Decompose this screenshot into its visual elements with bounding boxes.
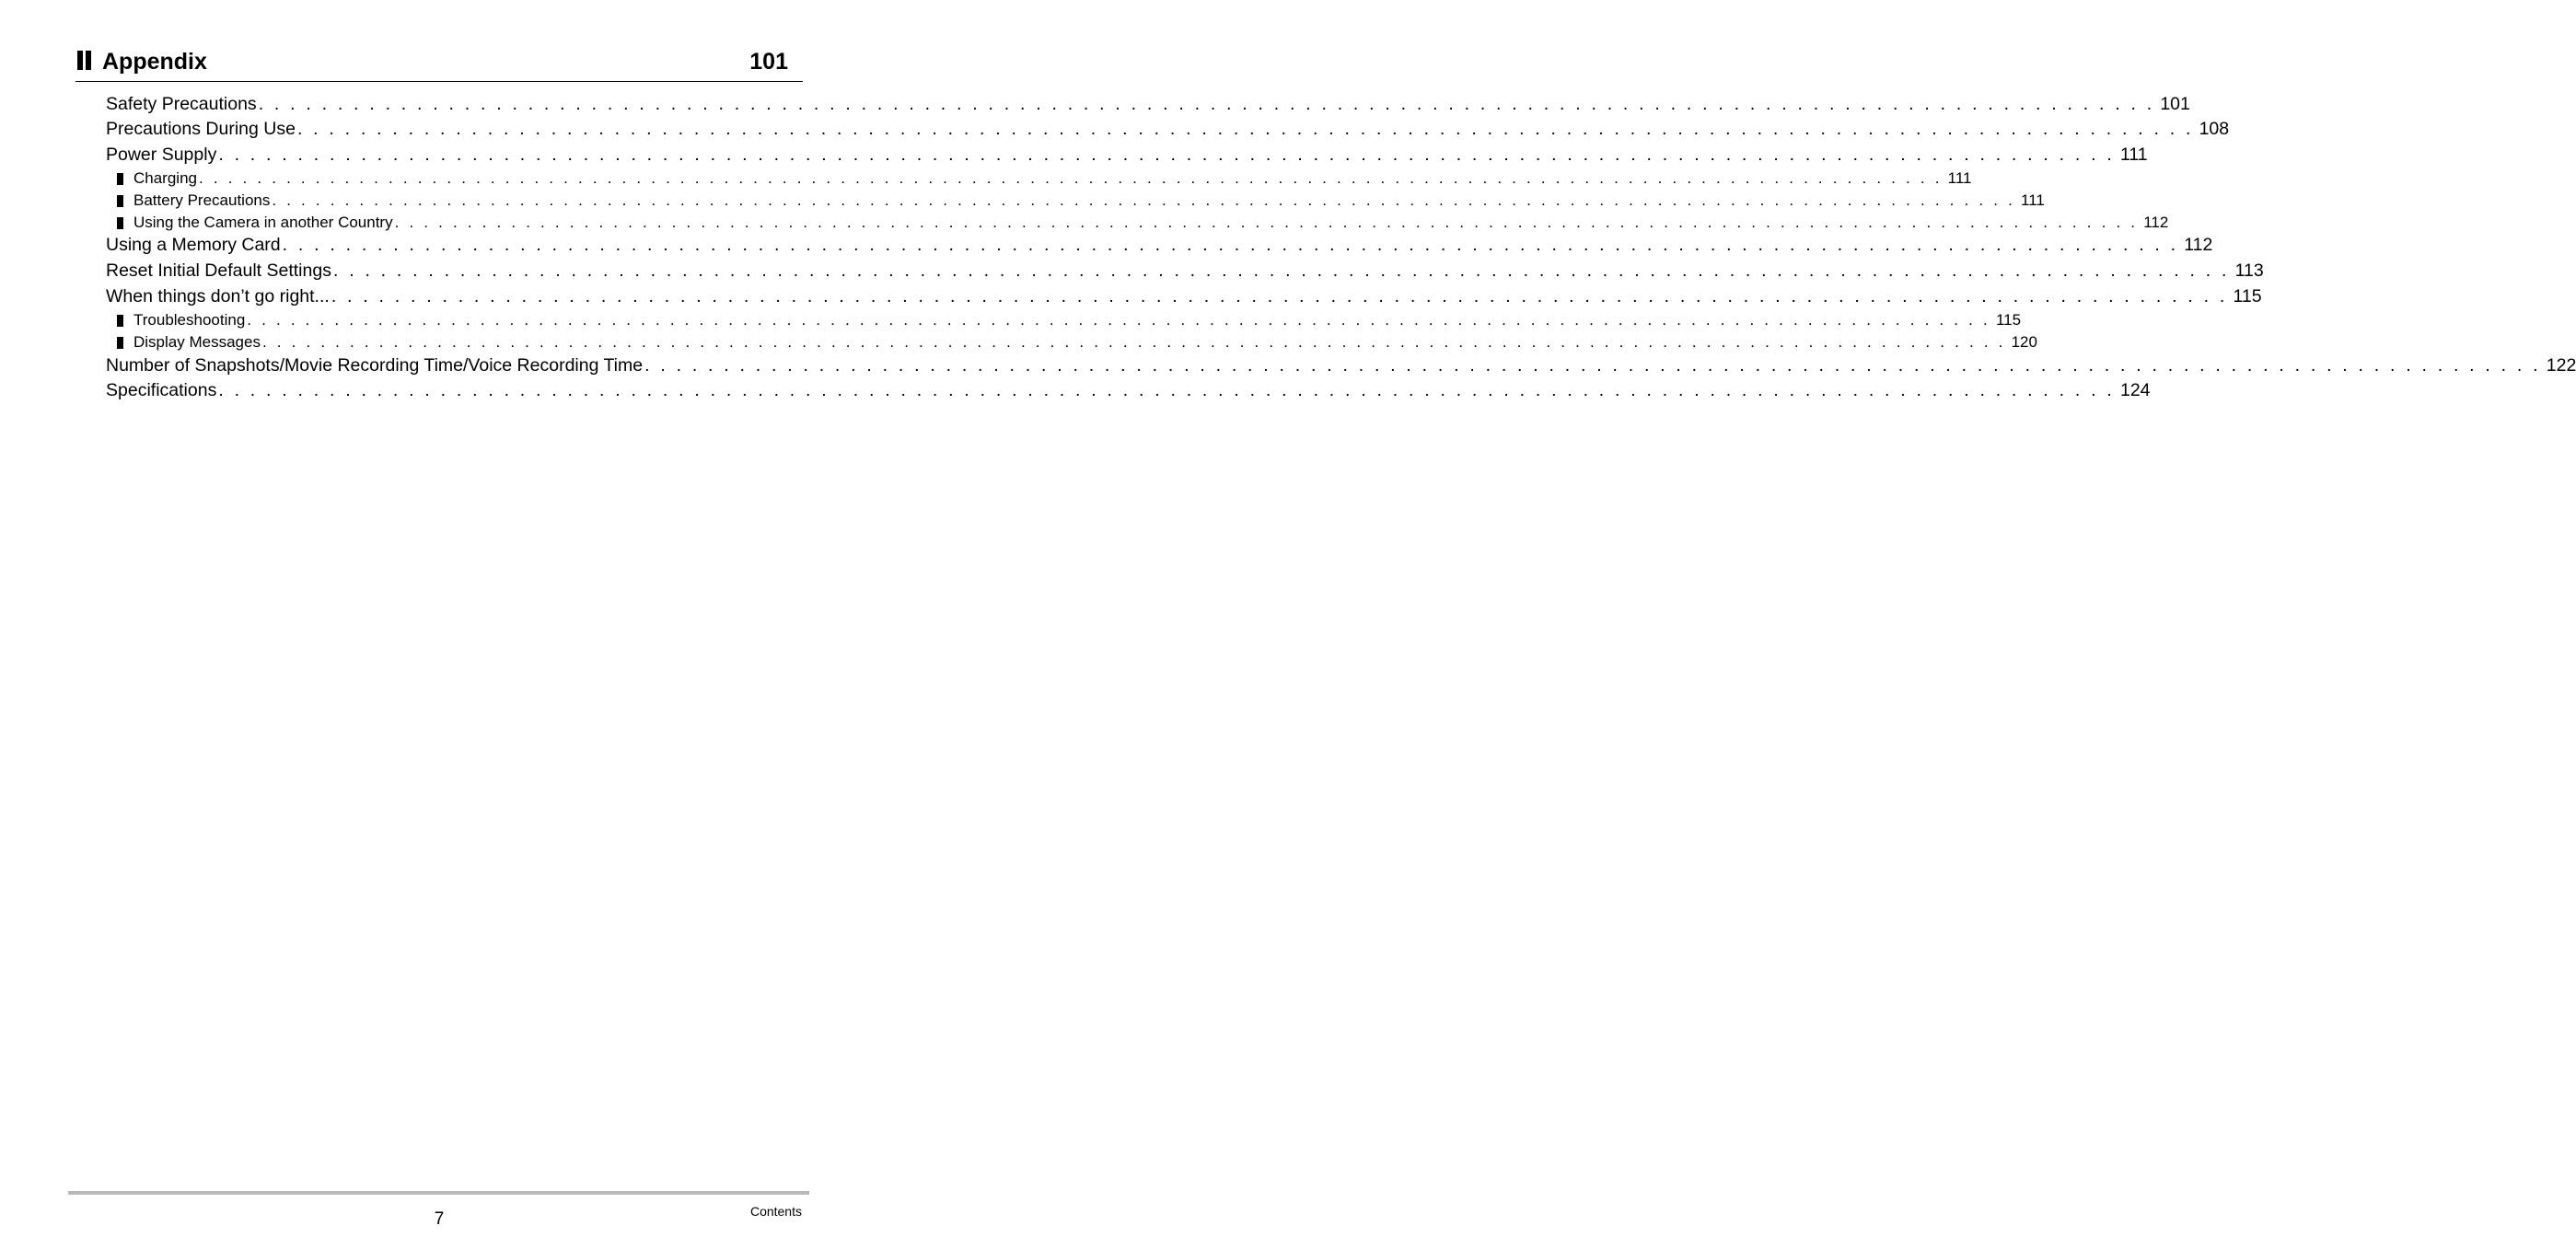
toc-entry-page: 120 [2011,333,2037,351]
toc-entry-label: When things don’t go right... [106,286,330,306]
section-marker-icon [77,51,91,70]
toc-entry[interactable] [106,379,2151,401]
toc-entry-label: Safety Precautions [106,94,257,114]
dot-leader: . . . . . . . . . . . . . . . . . . . . . . . . . . . . . . . . . . . . . . . . . . . . . . . . . . . . . . . . . . . . . . . . . . . . . . . . . . . . . . . . . . . . . . . . . . . . . . . . . . . . . . . . . . . . . . . . . . . . . . . . [272,191,2015,209]
toc-entry[interactable] [106,260,2264,282]
toc-entry[interactable] [106,354,2576,376]
toc-entry-page: 111 [2119,145,2148,165]
dot-leader: . . . . . . . . . . . . . . . . . . . . . . . . . . . . . . . . . . . . . . . . . . . . . . . . . . . . . . . . . . . . . . . . . . . . . . . . . . . . . . . . . . . . . . . . . . . . . . . . . . . . . . . . . . . . . . . . . . . . . . . . [331,286,2228,306]
toc-entry[interactable] [106,144,2148,166]
dot-leader: . . . . . . . . . . . . . . . . . . . . . . . . . . . . . . . . . . . . . . . . . . . . . . . . . . . . . . . . . . . . . . . . . . . . . . . . . . . . . . . . . . . . . . . . . . . . . . . . . . . . . . . . . . . . . . . . . . . . . . . . [394,214,2139,231]
dot-leader: . . . . . . . . . . . . . . . . . . . . . . . . . . . . . . . . . . . . . . . . . . . . . . . . . . . . . . . . . . . . . . . . . . . . . . . . . . . . . . . . . . . . . . . . . . . . . . . . . . . . . . . . . . . . . . . . . . . . . . . . [247,311,1990,329]
dot-leader: . . . . . . . . . . . . . . . . . . . . . . . . . . . . . . . . . . . . . . . . . . . . . . . . . . . . . . . . . . . . . . . . . . . . . . . . . . . . . . . . . . . . . . . . . . . . . . . . . . . . . . . . . . . . . . . . . . . . . . . . [199,169,1943,187]
toc-entry-page: 111 [2021,191,2045,209]
toc-entry-page: 115 [1995,311,2022,329]
dot-leader: . . . . . . . . . . . . . . . . . . . . . . . . . . . . . . . . . . . . . . . . . . . . . . . . . . . . . . . . . . . . . . . . . . . . . . . . . . . . . . . . . . . . . . . . . . . . . . . . . . . . . . . . . . . . . . . . . . . . . . . . [644,355,2541,376]
toc-entry-label: Specifications [106,380,217,400]
toc-entry-label: Reset Initial Default Settings [106,260,331,281]
toc-entry-label: Display Messages [133,333,261,351]
toc-entry[interactable] [106,118,2230,140]
toc-entry-label: Power Supply [106,145,217,165]
toc-entry-label: Number of Snapshots/Movie Recording Time/Voice Recording Time [106,355,644,376]
toc-entry[interactable] [106,93,2190,115]
section-title[interactable]: Appendix [102,49,207,75]
toc-entry-page: 112 [2143,214,2169,231]
toc-entry-label: Troubleshooting [133,311,246,329]
bullet-icon [117,337,123,349]
toc-entry-page: 122 [2546,355,2576,376]
toc-subentry[interactable] [106,310,2022,330]
toc-entry-label: Using the Camera in another Country [133,214,393,231]
footer-page-number: 7 [434,1209,445,1229]
dot-leader: . . . . . . . . . . . . . . . . . . . . . . . . . . . . . . . . . . . . . . . . . . . . . . . . . . . . . . . . . . . . . . . . . . . . . . . . . . . . . . . . . . . . . . . . . . . . . . . . . . . . . . . . . . . . . . . . . . . . . . . . [282,235,2179,255]
dot-leader: . . . . . . . . . . . . . . . . . . . . . . . . . . . . . . . . . . . . . . . . . . . . . . . . . . . . . . . . . . . . . . . . . . . . . . . . . . . . . . . . . . . . . . . . . . . . . . . . . . . . . . . . . . . . . . . . . . . . . . . . [258,94,2155,114]
dot-leader: . . . . . . . . . . . . . . . . . . . . . . . . . . . . . . . . . . . . . . . . . . . . . . . . . . . . . . . . . . . . . . . . . . . . . . . . . . . . . . . . . . . . . . . . . . . . . . . . . . . . . . . . . . . . . . . . . . . . . . . . [218,145,2115,165]
toc-entry[interactable] [106,234,2213,256]
section-page-number[interactable]: 101 [749,49,788,75]
footer-divider [68,1191,809,1195]
dot-leader: . . . . . . . . . . . . . . . . . . . . . . . . . . . . . . . . . . . . . . . . . . . . . . . . . . . . . . . . . . . . . . . . . . . . . . . . . . . . . . . . . . . . . . . . . . . . . . . . . . . . . . . . . . . . . . . . . . . . . . . . [218,380,2115,400]
toc-entry-page: 108 [2199,119,2230,139]
toc-entry-label: Charging [133,169,197,187]
bullet-icon [117,195,123,207]
bullet-icon [117,315,123,327]
dot-leader: . . . . . . . . . . . . . . . . . . . . . . . . . . . . . . . . . . . . . . . . . . . . . . . . . . . . . . . . . . . . . . . . . . . . . . . . . . . . . . . . . . . . . . . . . . . . . . . . . . . . . . . . . . . . . . . . . . . . . . . . [261,333,2006,351]
toc-entry-label: Battery Precautions [133,191,271,209]
section-header [75,46,803,82]
dot-leader: . . . . . . . . . . . . . . . . . . . . . . . . . . . . . . . . . . . . . . . . . . . . . . . . . . . . . . . . . . . . . . . . . . . . . . . . . . . . . . . . . . . . . . . . . . . . . . . . . . . . . . . . . . . . . . . . . . . . . . . . [296,119,2194,139]
toc-entry-page: 124 [2119,380,2151,400]
toc-entry-label: Precautions During Use [106,119,296,139]
bullet-icon [117,217,123,229]
toc-subentry[interactable] [106,191,2045,211]
toc-subentry[interactable] [106,168,1972,189]
footer-section-link[interactable]: Contents [749,1204,802,1219]
dot-leader: . . . . . . . . . . . . . . . . . . . . . . . . . . . . . . . . . . . . . . . . . . . . . . . . . . . . . . . . . . . . . . . . . . . . . . . . . . . . . . . . . . . . . . . . . . . . . . . . . . . . . . . . . . . . . . . . . . . . . . . . [332,260,2230,281]
toc-subentry[interactable] [106,332,2037,353]
toc-entry-page: 112 [2184,235,2213,255]
toc-entry-label: Using a Memory Card [106,235,281,255]
toc-entry[interactable] [106,285,2262,307]
toc-entry-page: 113 [2234,260,2264,281]
toc-entry-page: 111 [1947,169,1972,187]
toc-entry-page: 101 [2160,94,2190,114]
toc-entry-page: 115 [2233,286,2262,306]
bullet-icon [117,173,123,185]
toc-subentry[interactable] [106,213,2169,233]
